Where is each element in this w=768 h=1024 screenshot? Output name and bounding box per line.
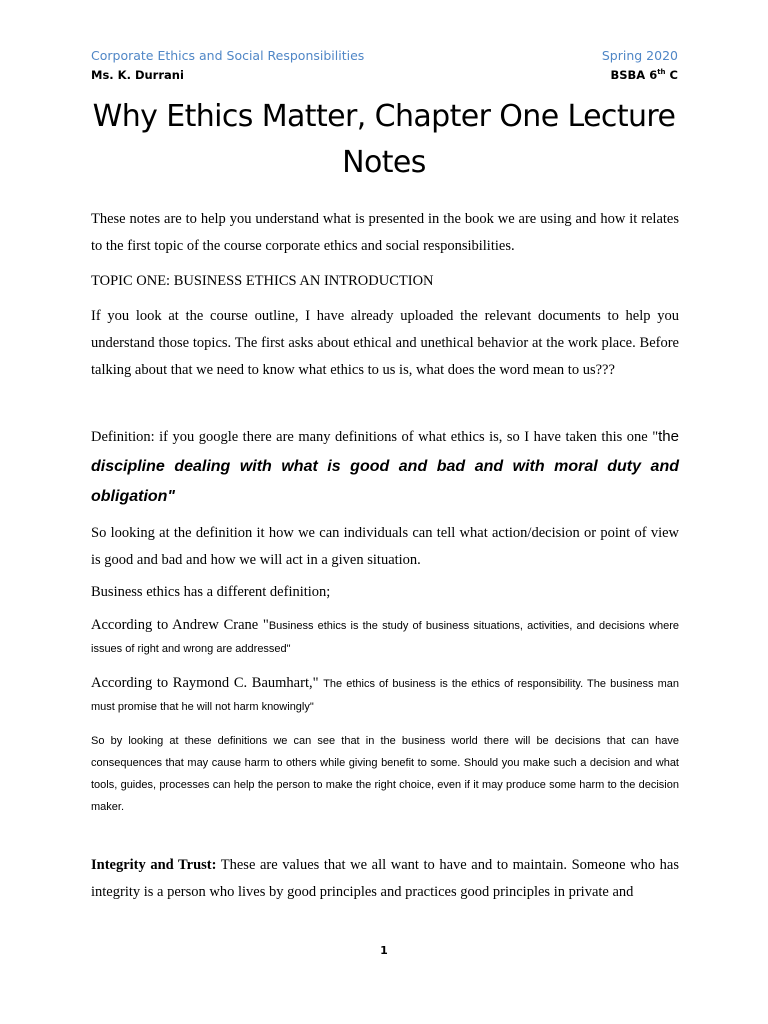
integrity-text: These are values that we all want to have and to maintain. Someone who has integrity is a person who lives by good principles and practices good principles in private and (91, 857, 680, 900)
header-lecturer: Ms. K. Durrani (91, 68, 184, 82)
definition-quote: discipline dealing with what is good and bad and with moral duty and obligation" (91, 458, 679, 505)
paragraph-intro: These notes are to help you understand what is presented in the book we are using and how it relates to the first topic of the course corporate ethics and social responsibilities. (91, 211, 679, 254)
class-suffix: C (665, 68, 678, 82)
crane-lead: According to Andrew Crane " (91, 617, 269, 633)
crane-quote: Business ethics is the study of business situations, activities, and decisions where issues of right and wrong are addressed" (91, 620, 679, 655)
paragraph-crane (91, 614, 679, 660)
paragraph-definition (91, 422, 679, 512)
paragraph-integrity (91, 852, 679, 906)
document-title: Why Ethics Matter, Chapter One Lecture Notes (92, 99, 676, 180)
topic-heading: TOPIC ONE: BUSINESS ETHICS AN INTRODUCTION (91, 273, 434, 289)
document-body (91, 206, 679, 906)
paragraph-so-by-looking: So by looking at these definitions we can see that in the business world there will be decisions that can have consequences that may cause harm to others while giving benefit to some. Should you make such a decision and what tools, guides, processes can help the person to make the right choice, even if it may produce some harm to the decision maker. (91, 735, 679, 813)
baumhart-quote: The ethics of business is the ethics of responsibility. The business man must promise that he will not harm knowingly" (91, 678, 679, 713)
class-prefix: BSBA 6 (610, 68, 658, 82)
class-superscript: th (657, 68, 666, 77)
paragraph-outline: If you look at the course outline, I have already uploaded the relevant documents to help you understand those topics. The first asks about ethical and unethical behavior at the work place. Before talking about that we need to know what ethics to us is, what does the word mean to us??? (91, 308, 679, 378)
integrity-heading: Integrity and Trust: (91, 857, 217, 873)
header-course-title: Corporate Ethics and Social Responsibilities (91, 48, 365, 63)
definition-lead: Definition: if you google there are many definitions of what ethics is, so I have taken this one " (91, 429, 659, 445)
paragraph-so-looking: So looking at the definition it how we can individuals can tell what action/decision or point of view is good and bad and how we will act in a given situation. (91, 525, 679, 568)
baumhart-lead: According to Raymond C. Baumhart," (91, 675, 324, 691)
paragraph-business-ethics: Business ethics has a different definition; (91, 584, 331, 600)
page-number: 1 (380, 944, 388, 957)
header-class (610, 68, 678, 82)
definition-open: the (658, 428, 679, 445)
paragraph-baumhart (91, 672, 679, 718)
header-term: Spring 2020 (601, 48, 678, 63)
